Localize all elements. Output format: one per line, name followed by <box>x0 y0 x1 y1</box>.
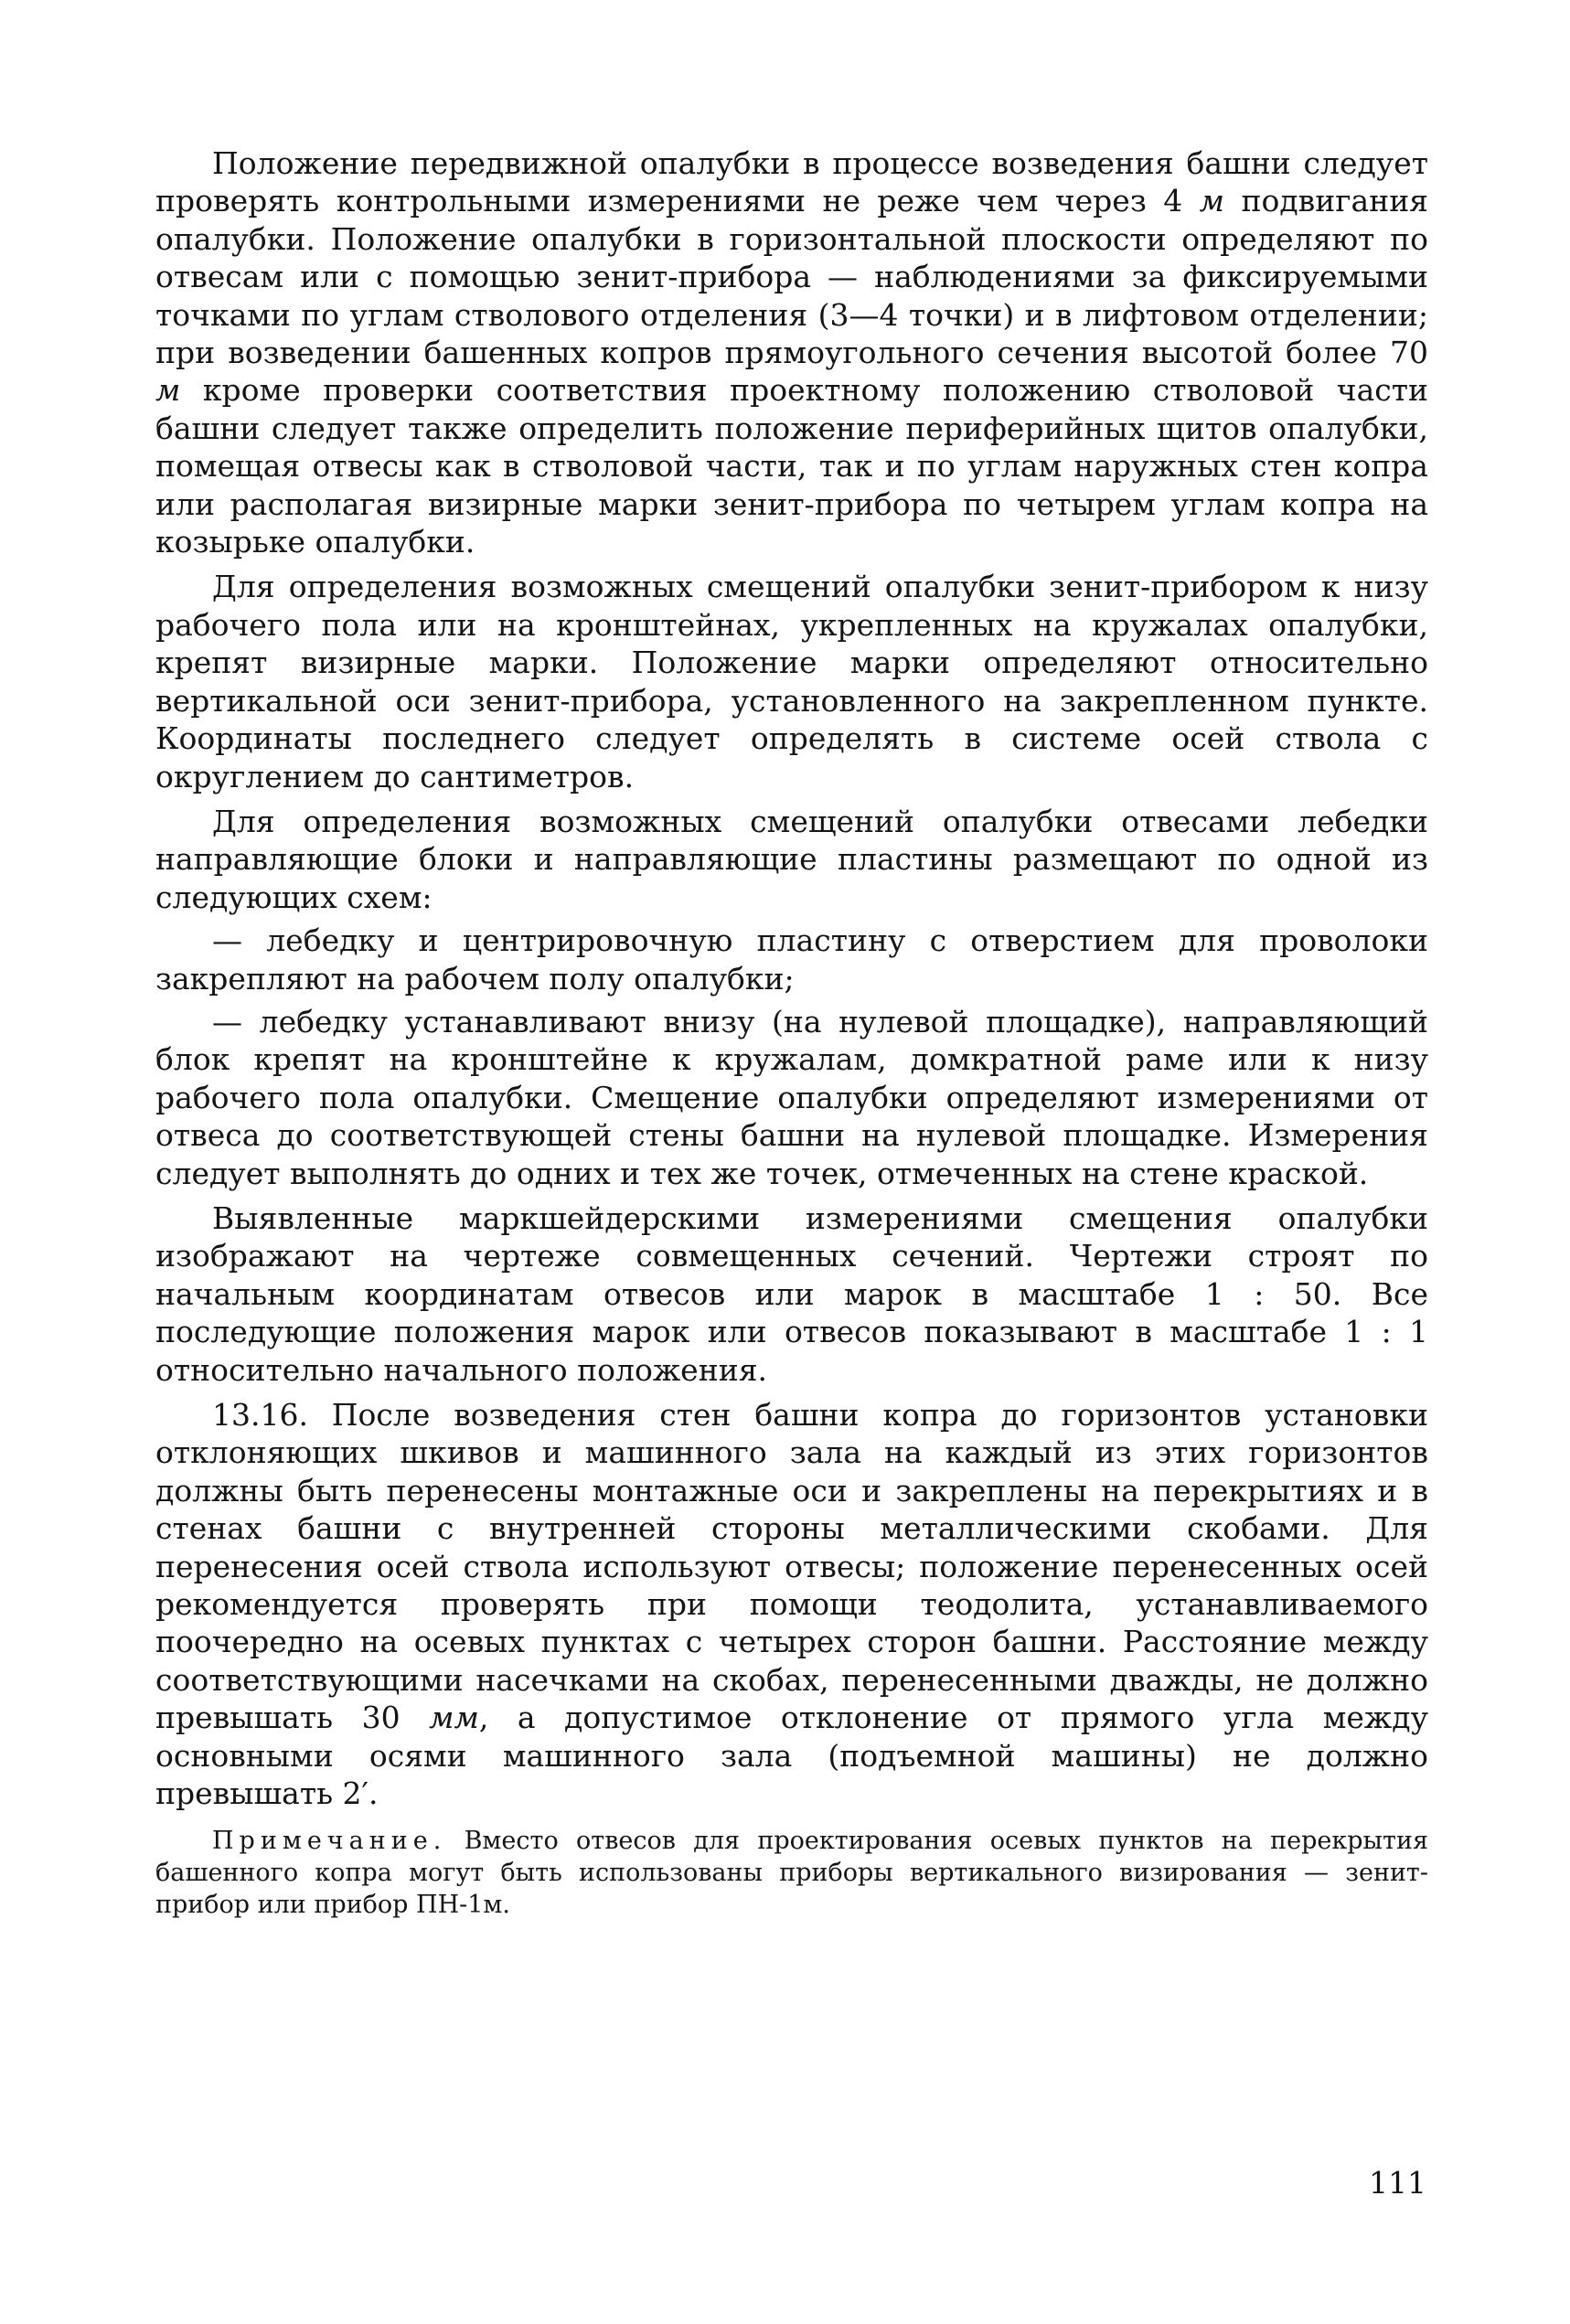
body-text <box>155 144 1428 1812</box>
paragraph-zenith-device: Для определения возможных смещений опалубки зенит-прибором к низу рабочего пола или на кронштейнах, укрепленных на кружалах опалубки, крепят визирные марки. Положение марки определяют относительно вертикальной оси зенит-прибора, установленного на закрепленном пункте. Координаты последнего следует определять в системе осей ствола с округлением до сантиметров. <box>155 569 1428 794</box>
paragraph-text: 13.16. После возведения стен башни копра до горизонтов установки отклоняющих шкивов и машинного зала на каждый из этих горизонтов должны быть перенесены монтажные оси и закреплены на перекрытиях и в стенах башни с внутренней стороны металлическими скобами. Для перенесения осей ствола используют отвесы; положение перенесенных осей рекомендуется проверять при помощи теодолита, устанавливаемого поочередно на осевых пунктах с четырех сторон башни. Расстояние между соответствующими насечками на скобах, перенесенными дважды, не должно превышать 30 <box>155 1397 1428 1736</box>
paragraph-text: подвигания опалубки. Положение опалубки в горизонтальной плоскости определяют по отвесам или с помощью зенит-прибора — наблюдениями за фиксируемыми точками по углам стволового отделения (3—4 точки) и в лифтовом отделении; при возведении башенных копров прямоугольного сечения высотой более 70 <box>155 183 1429 371</box>
paragraph-section-13-16 <box>155 1396 1428 1812</box>
paragraph-drawings: Выявленные маркшейдерскими измерениями смещения опалубки изображают на чертеже совмещенных сечений. Чертежи строят по начальным координатам отвесов или марок в масштабе 1 : 50. Все последующие положения марок или отвесов показывают в масштабе 1 : 1 относительно начального положения. <box>155 1199 1428 1388</box>
unit-label: м <box>155 372 181 409</box>
paragraph-formwork-position <box>155 144 1428 560</box>
note <box>155 1825 1428 1921</box>
note-text: Вместо отвесов для проектирования осевых пунктов на перекрытия башенного копра могут быть использованы приборы вертикального визирования — зенит-прибор или прибор ПН-1м. <box>155 1827 1428 1920</box>
paragraph-text: кроме проверки соответствия проектному положению стволовой части башни следует также определить положение периферийных щитов опалубки, помещая отвесы как в стволовой части, так и по углам наружных стен копра или располагая визирные марки зенит-прибора по четырем углам копра на козырьке опалубки. <box>155 372 1428 560</box>
paragraph-plumb-schemes: Для определения возможных смещений опалубки отвесами лебедки направляющие блоки и направляющие пластины размещают по одной из следующих схем: <box>155 803 1428 915</box>
list-item-scheme-2: — лебедку устанавливают внизу (на нулевой площадке), направляющий блок крепят на кронштейне к кружалам, домкратной раме или к низу рабочего пола опалубки. Смещение опалубки определяют измерениями от отвеса до соответствующей стены башни на нулевой площадке. Измерения следует выполнять до одних и тех же точек, отмеченных на стене краской. <box>155 1003 1428 1191</box>
unit-label: мм <box>429 1700 479 1736</box>
page-number: 111 <box>1369 2165 1426 2201</box>
list-item-scheme-1: — лебедку и центрировочную пластину с отверстием для проволоки закрепляют на рабочем полу опалубки; <box>155 922 1428 997</box>
paragraph-text: , а допустимое отклонение от прямого угла между основными осями машинного зала (подъемной машины) не должно превышать 2′. <box>155 1700 1428 1812</box>
paragraph-text: Положение передвижной опалубки в процессе возведения башни следует проверять контрольными измерениями не реже чем через 4 <box>155 145 1428 219</box>
page-content <box>155 144 1428 1921</box>
unit-label: м <box>1199 183 1225 219</box>
note-label: Примечание. <box>212 1827 447 1856</box>
